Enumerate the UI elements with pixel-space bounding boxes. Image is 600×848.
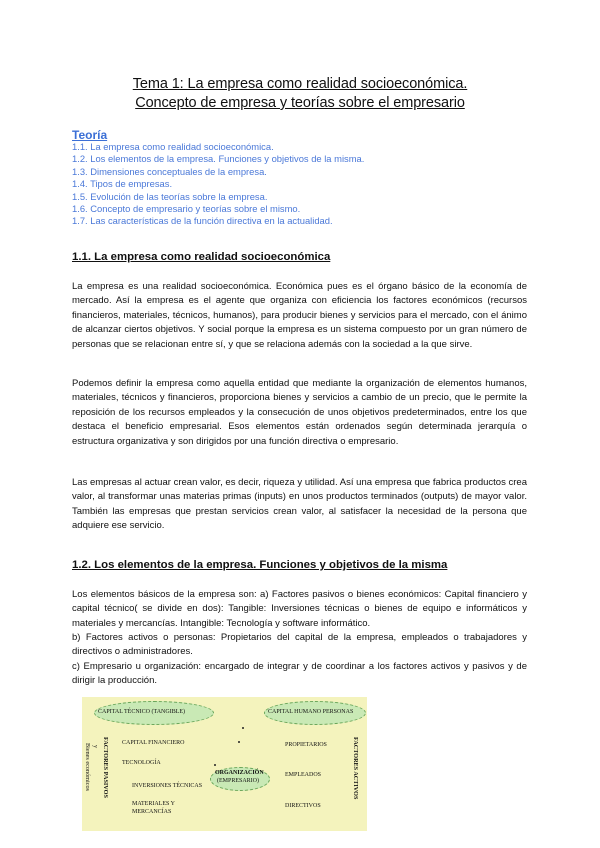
directivos-label: DIRECTIVOS: [285, 803, 321, 809]
capital-humano-label: CAPITAL HUMANO PERSONAS: [268, 709, 354, 715]
y-label: y: [92, 745, 99, 749]
section-1-heading: 1.1. La empresa como realidad socioeconómica: [72, 251, 331, 263]
toc-heading: Teoría: [72, 128, 108, 142]
section-2-heading: 1.2. Los elementos de la empresa. Funciones y objetivos de la misma: [72, 559, 448, 571]
toc-item-2[interactable]: 1.2. Los elementos de la empresa. Funciones y objetivos de la misma.: [72, 153, 365, 165]
table-of-contents: [72, 141, 364, 228]
empleados-label: EMPLEADOS: [285, 772, 322, 778]
materiales-label-1: MATERIALES Y: [132, 801, 175, 807]
toc-item-1[interactable]: 1.1. La empresa como realidad socioeconómica.: [72, 141, 274, 152]
toc-item-7[interactable]: 1.7. Las características de la función directiva en la actualidad.: [72, 215, 333, 227]
organizacion-label-2: (EMPRESARIO): [217, 778, 260, 784]
section-2-paragraph-1: Los elementos básicos de la empresa son: a) Factores pasivos o bienes económicos: Capital financiero y capital técnico( se divide en dos): Tangible: Inversiones técnicas o bienes de equipo e informáticos y materiales y mercancías. Intangible: Tecnología y software informático.: [72, 589, 527, 629]
elements-diagram: [82, 697, 367, 831]
capital-financiero-label: CAPITAL FINANCIERO: [122, 740, 185, 746]
section-2-paragraph-3: c) Empresario u organización: encargado de integrar y de coordinar a los factores activos y pasivos y de dirigir la producción.: [72, 661, 527, 687]
section-1-paragraph-1: La empresa es una realidad socioeconómica. Económica pues es el órgano básico de la economía de mercado. Así la empresa es el agente que organiza con eficiencia los factores económicos (recursos financieros, materiales, técnicos, humanos), para producir bienes y servicios para el mercado, con el ánimo de alcanzar ciertos objetivos. Y social porque la empresa es un sistema compuesto por un gran número de personas que se relacionan entre sí, y que se relaciona además con la sociedad a la que sirve.: [72, 281, 527, 350]
organizacion-label-1: ORGANIZACIÓN: [215, 770, 264, 776]
factores-pasivos-label: FACTORES PASIVOS: [102, 737, 109, 798]
tecnologia-label: TECNOLOGÍA: [122, 760, 161, 766]
document-title-line-1: Tema 1: La empresa como realidad socioeconómica.: [132, 76, 468, 92]
document-title-line-2: Concepto de empresa y teorías sobre el empresario: [135, 95, 465, 111]
bienes-economicos-label: Bienes económicos: [84, 743, 91, 791]
inversiones-label: INVERSIONES TÉCNICAS: [132, 783, 203, 789]
section-1-paragraph-2: Podemos definir la empresa como aquella entidad que mediante la organización de elementos humanos, materiales, técnicos y financieros, proporciona bienes y servicios a cambio de un precio, que le permite la reposición de los recursos empleados y la consecución de unos objetivos predeterminados, entre los que destaca el beneficio empresarial. Esos elementos están ordenados según determinada jerarquía o estructura organizativa y son dirigidos por una función directiva o empresario.: [72, 378, 527, 447]
diagram-dot: [242, 727, 244, 729]
factores-activos-label: FACTORES ACTIVOS: [352, 737, 359, 800]
section-1-paragraph-3: Las empresas al actuar crean valor, es decir, riqueza y utilidad. Así una empresa que fabrica productos crea valor, al transformar unas materias primas (inputs) en unos productos terminados (outputs) de mayor valor. También las empresas que prestan servicios crean valor, al satisfacer la necesidad de la persona que adquiere ese servicio.: [72, 477, 527, 532]
propietarios-label: PROPIETARIOS: [285, 742, 327, 748]
diagram-dot: [238, 741, 240, 743]
toc-item-6[interactable]: 1.6. Concepto de empresario y teorías sobre el mismo.: [72, 203, 301, 215]
materiales-label-2: MERCANCÍAS: [132, 809, 172, 815]
section-2-paragraph-2: b) Factores activos o personas: Propietarios del capital de la empresa, empleados o trabajadores y directivos o administradores.: [72, 632, 527, 658]
toc-item-3[interactable]: 1.3. Dimensiones conceptuales de la empresa.: [72, 165, 267, 177]
diagram-dot: [214, 764, 216, 766]
capital-tecnico-label: CAPITAL TÉCNICO (TANGIBLE): [98, 709, 186, 715]
toc-item-5[interactable]: 1.5. Evolución de las teorías sobre la empresa.: [72, 190, 268, 202]
toc-item-4[interactable]: 1.4. Tipos de empresas.: [72, 178, 173, 190]
